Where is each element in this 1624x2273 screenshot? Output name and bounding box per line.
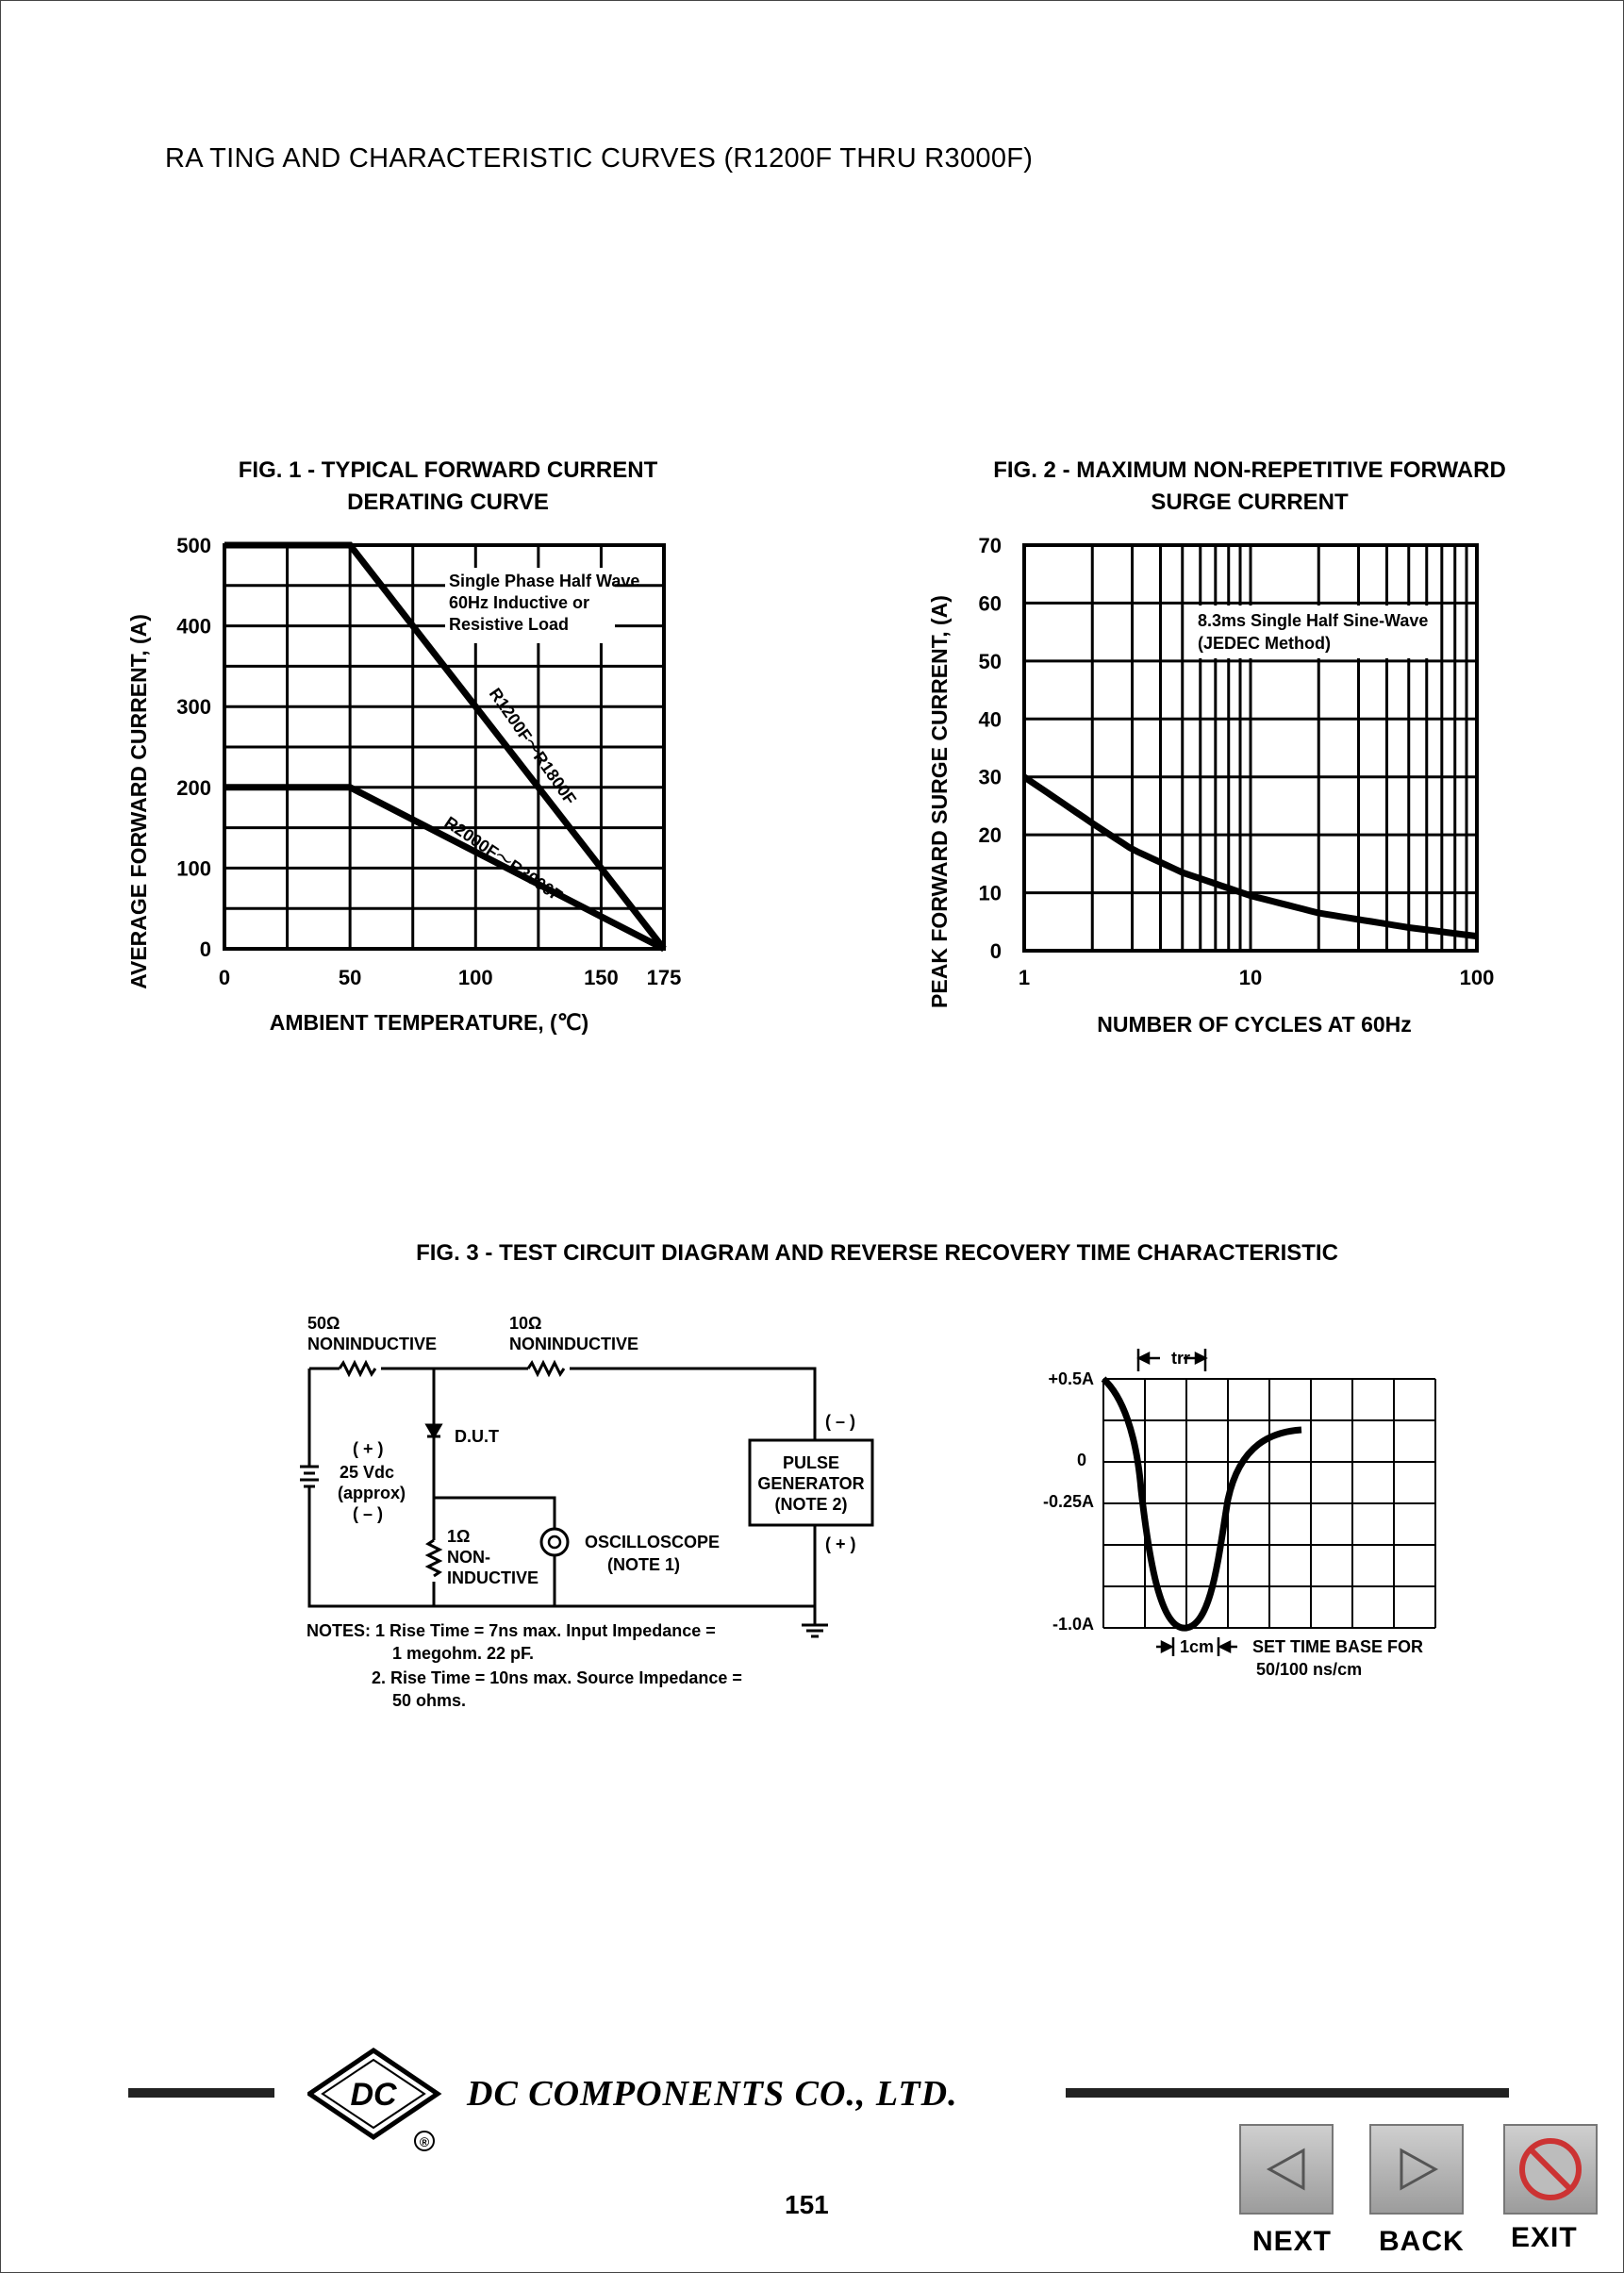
fig2-title [943, 455, 1556, 519]
timebase-line-2: 50/100 ns/cm [1256, 1660, 1363, 1679]
fig1-xlabel: AMBIENT TEMPERATURE, (℃) [269, 1010, 589, 1035]
fig2-ylabel: PEAK FORWARD SURGE CURRENT, (A) [927, 595, 952, 1008]
exit-label[interactable]: EXIT [1511, 2222, 1578, 2253]
level-minus-1: -1.0A [1052, 1615, 1094, 1634]
fig1-ytick: 100 [176, 856, 211, 881]
note-line-2: 1 megohm. 22 pF. [392, 1644, 535, 1663]
r3-type-2: INDUCTIVE [447, 1568, 539, 1587]
level-minus-025: -0.25A [1042, 1492, 1094, 1511]
r2-type: NONINDUCTIVE [509, 1335, 639, 1353]
fig1-series-label-1: R1200F～R1800F [485, 684, 580, 808]
page-title: RA TING AND CHARACTERISTIC CURVES (R1200F THRU R3000F) [165, 143, 1034, 174]
pulse-plus: ( + ) [825, 1535, 856, 1553]
fig3-recovery-chart [1019, 1330, 1547, 1707]
resistor-1-ohm [428, 1540, 439, 1576]
resistor-10-ohm [528, 1363, 564, 1374]
fig1-annotation-line-2: 60Hz Inductive or [449, 593, 590, 612]
dut-label: D.U.T [455, 1427, 499, 1446]
battery-note: (approx) [338, 1484, 406, 1502]
fig1-annotation-line-1: Single Phase Half Wave [449, 572, 640, 590]
fig2-ytick: 70 [978, 534, 1002, 557]
note-line-4: 50 ohms. [392, 1691, 467, 1710]
fig2-title-line-1: FIG. 2 - MAXIMUM NON-REPETITIVE FORWARD [993, 457, 1506, 483]
fig1-xtick: 50 [338, 966, 362, 989]
pulse-label-1: PULSE [782, 1453, 840, 1472]
fig1-chart [113, 528, 717, 1047]
fig2-ytick: 10 [978, 881, 1002, 905]
left-arrow-icon [1241, 2126, 1332, 2213]
battery-minus: ( – ) [353, 1504, 384, 1523]
fig1-annotation [445, 568, 639, 643]
level-plus-05: +0.5A [1048, 1369, 1094, 1388]
battery-voltage: 25 Vdc [340, 1463, 395, 1482]
fig1-ylabel: AVERAGE FORWARD CURRENT, (A) [126, 614, 151, 989]
registered-mark: ® [419, 2134, 430, 2149]
pulse-minus: ( – ) [825, 1412, 856, 1431]
fig2-ytick: 20 [978, 823, 1002, 848]
fig2-xlabel: NUMBER OF CYCLES AT 60Hz [1097, 1012, 1412, 1037]
r1-value: 50Ω [307, 1314, 340, 1333]
level-0: 0 [1076, 1451, 1086, 1469]
scope-label: OSCILLOSCOPE [585, 1533, 721, 1551]
ground-icon [802, 1606, 828, 1636]
fig2-xtick: 1 [1018, 966, 1031, 989]
fig2-ytick: 30 [978, 765, 1002, 789]
fig1-ytick: 300 [176, 695, 211, 720]
logo-text: DC [350, 2077, 397, 2113]
fig1-title-line-1: FIG. 1 - TYPICAL FORWARD CURRENT [238, 457, 658, 483]
fig2-ytick: 0 [989, 939, 1002, 963]
battery-icon [300, 1467, 319, 1486]
fig1-xtick: 175 [646, 966, 682, 989]
fig1-series-label-2: R2000F～R3000F [440, 812, 567, 906]
fig2-xtick: 100 [1459, 966, 1495, 989]
right-arrow-icon [1371, 2126, 1462, 2213]
fig2-ytick: 40 [978, 707, 1002, 732]
battery-plus: ( + ) [353, 1439, 384, 1458]
fig1-xtick: 0 [218, 966, 231, 989]
timebase-line-1: SET TIME BASE FOR [1252, 1637, 1424, 1656]
fig1-ytick: 500 [176, 534, 211, 557]
fig1-xtick: 100 [457, 966, 493, 989]
fig2-ytick: 50 [978, 649, 1002, 673]
footer-rule-left [128, 2088, 274, 2098]
company-name: DC COMPONENTS CO., LTD. [467, 2074, 958, 2114]
next-label[interactable]: NEXT [1252, 2226, 1333, 2257]
diode-icon [427, 1425, 440, 1436]
fig1-xtick: 150 [584, 966, 619, 989]
fig3-circuit [292, 1306, 896, 1721]
note-line-3: 2. Rise Time = 10ns max. Source Impedance = [372, 1668, 742, 1687]
r1-type: NONINDUCTIVE [307, 1335, 438, 1353]
fig2-xtick: 10 [1238, 966, 1263, 989]
fig2-annotation-line-2: (JEDEC Method) [1198, 634, 1331, 653]
fig2-annotation-line-1: 8.3ms Single Half Sine-Wave [1198, 611, 1429, 630]
r3-type-1: NON- [447, 1548, 490, 1567]
fig1-ytick: 200 [176, 775, 211, 800]
fig2-annotation [1192, 606, 1439, 658]
fig1-annotation-line-3: Resistive Load [449, 615, 570, 634]
fig2-chart [905, 528, 1509, 1047]
page-number: 151 [785, 2190, 829, 2219]
footer-rule-right [1066, 2088, 1509, 2098]
exit-button[interactable] [1503, 2124, 1598, 2215]
fig1-title [151, 455, 745, 519]
note-line-1: NOTES: 1 Rise Time = 7ns max. Input Impedance = [307, 1621, 716, 1640]
fig2-title-line-2: SURGE CURRENT [1151, 489, 1349, 515]
pulse-label-2: GENERATOR [757, 1474, 865, 1493]
fig1-ytick: 0 [199, 937, 211, 961]
trr-label: trr [1170, 1349, 1191, 1368]
scope-note: (NOTE 1) [607, 1555, 681, 1574]
resistor-50-ohm [340, 1363, 375, 1374]
next-button[interactable] [1239, 2124, 1334, 2215]
back-label[interactable]: BACK [1379, 2226, 1465, 2257]
back-button[interactable] [1369, 2124, 1464, 2215]
cm-label: 1cm [1179, 1637, 1215, 1656]
pulse-label-3: (NOTE 2) [774, 1495, 848, 1514]
r3-value: 1Ω [447, 1527, 471, 1546]
r2-value: 10Ω [509, 1314, 542, 1333]
no-entry-icon [1505, 2126, 1596, 2213]
fig1-series-labels [441, 685, 580, 905]
fig3-title: FIG. 3 - TEST CIRCUIT DIAGRAM AND REVERSE RECOVERY TIME CHARACTERISTIC [416, 1240, 1338, 1266]
fig2-ytick: 60 [978, 591, 1002, 616]
company-logo [307, 2045, 458, 2156]
fig1-ytick: 400 [176, 614, 211, 639]
fig1-title-line-2: DERATING CURVE [347, 489, 549, 515]
